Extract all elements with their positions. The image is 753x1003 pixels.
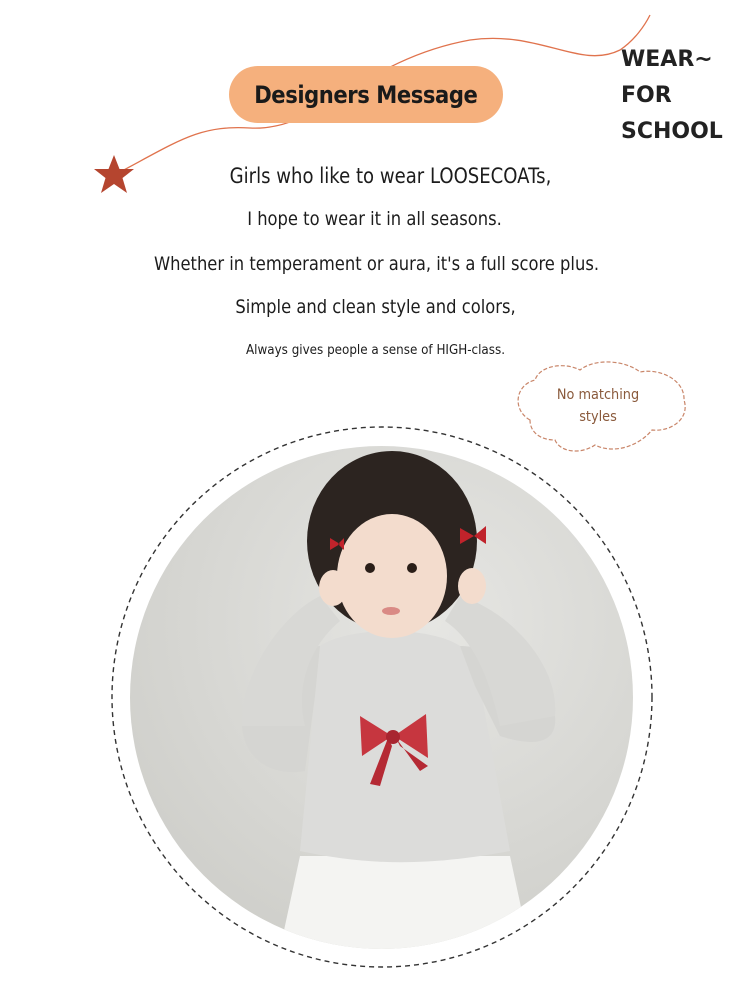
side-tag-line: FOR: [621, 83, 672, 108]
cloud-callout: [545, 384, 652, 428]
eye-icon: [365, 563, 375, 573]
eye-icon: [407, 563, 417, 573]
product-photo: [130, 446, 633, 949]
mouth-shape: [382, 607, 400, 615]
side-tag-line: SCHOOL: [621, 119, 723, 144]
hand-shape: [319, 570, 347, 606]
face-shape: [337, 514, 447, 638]
page-title: Designers Message: [254, 80, 478, 109]
side-tag: [621, 42, 723, 150]
message-line: Girls who like to wear LOOSECOATs,: [229, 164, 552, 188]
message-line: I hope to wear it in all seasons.: [247, 208, 502, 230]
message-line: Always gives people a sense of HIGH-class.: [245, 343, 506, 358]
message-line: Simple and clean style and colors,: [235, 296, 516, 318]
message-line: Whether in temperament or aura, it's a full score plus.: [153, 253, 600, 275]
girl-illustration: [130, 446, 633, 949]
title-pill: [229, 66, 503, 123]
side-tag-line: WEAR~: [621, 47, 713, 72]
cloud-callout-line: styles: [579, 409, 617, 425]
cloud-callout-line: No matching: [556, 387, 640, 403]
skirt-shape: [280, 856, 530, 949]
hand-shape: [458, 568, 486, 604]
